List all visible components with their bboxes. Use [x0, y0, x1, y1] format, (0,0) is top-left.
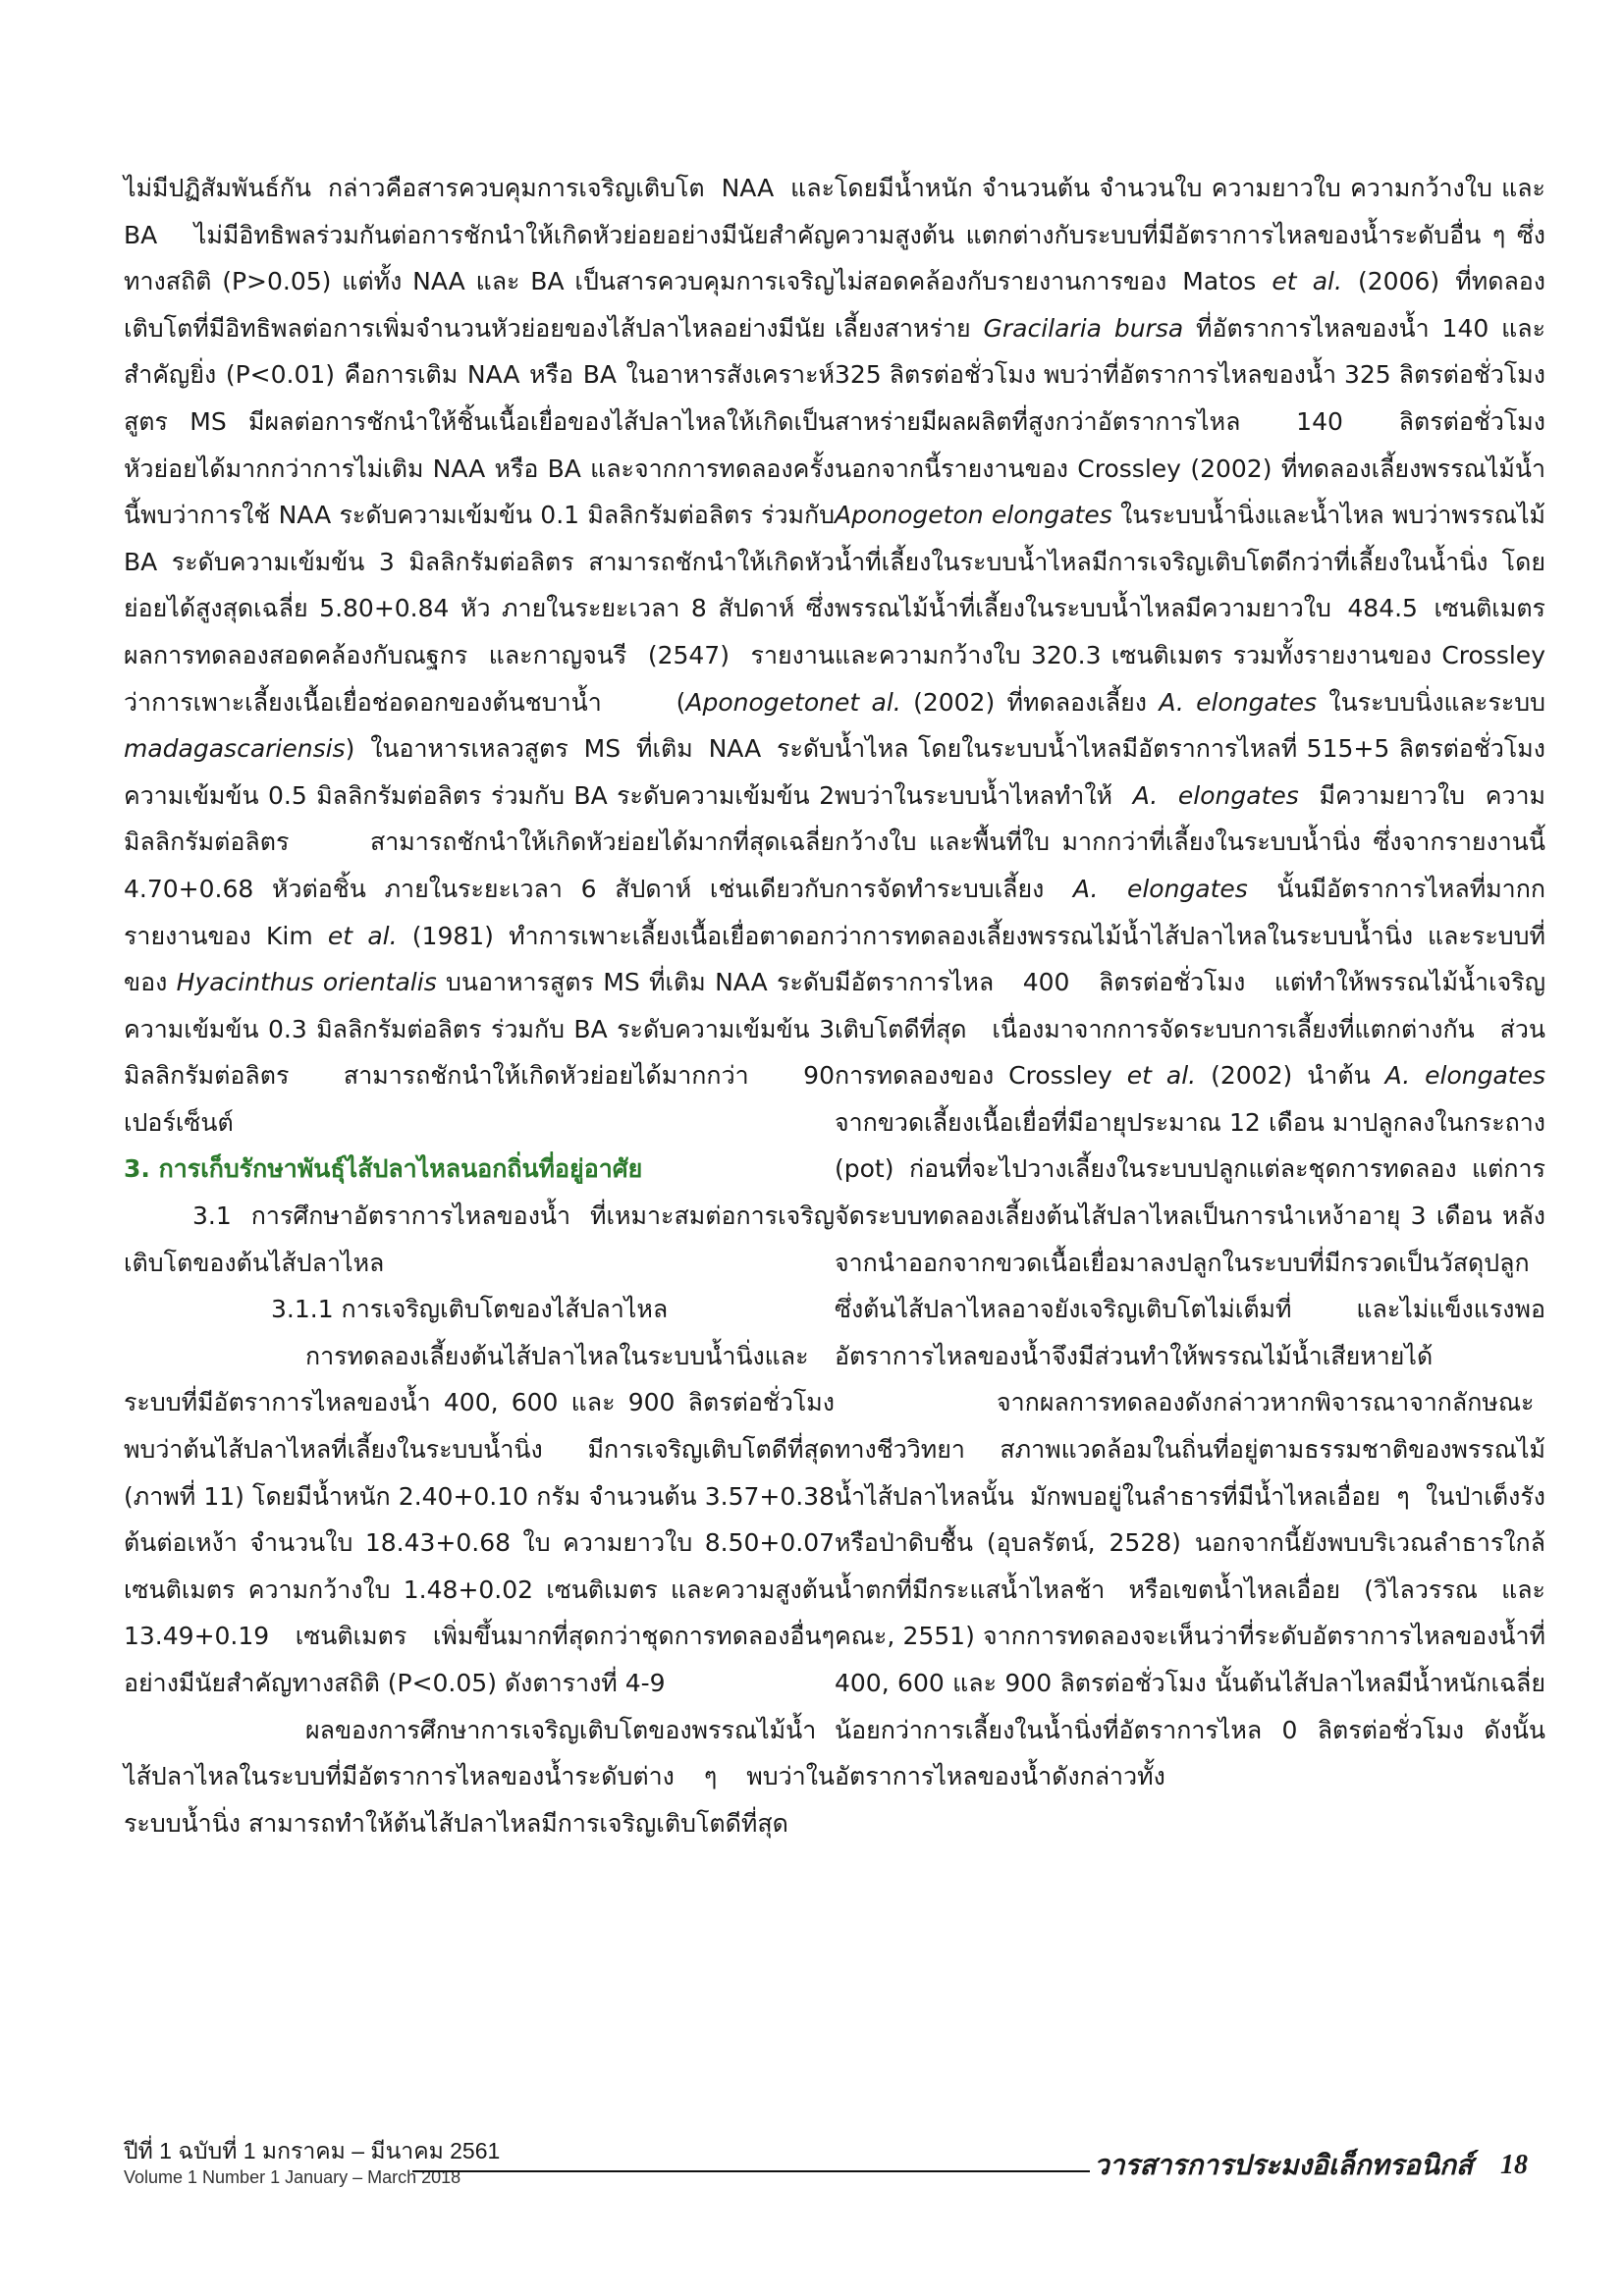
- section-heading: [124, 1146, 835, 1193]
- text-run: จากผลการทดลองดังกล่าวหากพิจารณาจากลักษณะทางชีววิทยา สภาพแวดล้อมในถิ่นที่อยู่ตามธรรมชาติของพรรณไม้น้ำไส้ปลาไหลนั้น มักพบอยู่ในลำธารที่มีน้ำไหลเอื่อย ๆ ในป่าเต็งรัง หรือป่าดิบชื้น (อุบลรัตน์, 2528) นอกจากนี้ยังพบบริเวณลำธารใกล้น้ำตกที่มีกระแสน้ำไหลช้า หรือเขตน้ำไหลเอื่อย (วิไลวรรณ และคณะ, 2551) จากการทดลองจะเห็นว่าที่ระดับอัตราการไหลของน้ำที่ 400, 600 และ 900 ลิตรต่อชั่วโมง นั้นต้นไส้ปลาไหลมีน้ำหนักเฉลี่ยน้อยกว่าการเลี้ยงในน้ำนิ่งที่อัตราการไหล 0 ลิตรต่อชั่วโมง ดังนั้นอัตราการไหลของน้ำดังกล่าวทั้ง: [835, 1388, 1545, 1791]
- text-run: (2006) ที่ทดลองเลี้ยงสาหร่าย: [835, 267, 1545, 343]
- italic-text: Hyacinthus orientalis: [176, 968, 437, 997]
- left-column: [124, 165, 835, 1846]
- paragraph: [124, 1193, 835, 1286]
- italic-text: et al.: [327, 921, 398, 950]
- paragraph: [835, 1379, 1545, 1799]
- text-run: 3. การเก็บรักษาพันธุ์ไส้ปลาไหลนอกถิ่นที่อยู่อาศัย: [124, 1154, 643, 1184]
- italic-text: Aponogeton madagascariensis: [124, 687, 835, 764]
- text-run: ในระบบน้ำนิ่งและน้ำไหล พบว่าพรรณไม้น้ำที่เลี้ยงในระบบน้ำไหลมีการเจริญเติบโตดีกว่าที่เลี้ยงในน้ำนิ่ง โดยพรรณไม้น้ำที่เลี้ยงในระบบน้ำไหลมีความยาวใบ 484.5 เซนติเมตร และความกว้างใบ 320.3 เซนติเมตร รวมทั้งรายงานของ Crossley: [835, 501, 1545, 669]
- text-run: จากขวดเลี้ยงเนื้อเยื่อที่มีอายุประมาณ 12 เดือน มาปลูกลงในกระถาง (pot) ก่อนที่จะไปวางเลี้ยงในระบบปลูกแต่ละชุดการทดลอง แต่การจัดระบบทดลองเลี้ยงต้นไส้ปลาไหลเป็นการนำเหง้าอายุ 3 เดือน หลังจากนำออกจากขวดเนื้อเยื่อมาลงปลูกในระบบที่มีกรวดเป็นวัสดุปลูก ซึ่งต้นไส้ปลาไหลอาจยังเจริญเติบโตไม่เต็มที่ และไม่แข็งแรงพอ อัตราการไหลของน้ำจึงมีส่วนทำให้พรรณไม้น้ำเสียหายได้: [835, 1107, 1545, 1370]
- footer-divider: [412, 2170, 1090, 2172]
- italic-text: Gracilaria bursa: [983, 313, 1184, 343]
- paragraph: [124, 1286, 835, 1333]
- italic-text: A. elongates: [1159, 687, 1318, 717]
- text-run: (2002) ที่ทดลองเลี้ยง: [900, 687, 1160, 717]
- text-run: โดยมีน้ำหนัก จำนวนต้น จำนวนใบ ความยาวใบ ความกว้างใบ และความสูงต้น แตกต่างกับระบบที่มีอัตราการไหลของน้ำระดับอื่น ๆ ซึ่งไม่สอดคล้องกับรายงานการของ Matos: [835, 174, 1545, 296]
- page-number: 18: [1500, 2150, 1528, 2180]
- paragraph: [835, 165, 1545, 1379]
- italic-text: et al.: [835, 687, 901, 717]
- text-run: 3.1.1 การเจริญเติบโตของไส้ปลาไหล: [271, 1295, 669, 1324]
- paragraph: [124, 165, 835, 1146]
- text-run: (2002) นำต้น: [1196, 1061, 1385, 1091]
- text-run: (1981) ทำการเพาะเลี้ยงเนื้อเยื่อตาดอกของ: [124, 921, 836, 997]
- text-run: มีความยาวใบ ความกว้างใบ และพื้นที่ใบ มากกว่าที่เลี้ยงในระบบน้ำนิ่ง ซึ่งจากรายงานนี้การจัดทำระบบเลี้ยง: [835, 780, 1546, 903]
- text-run: 3.1 การศึกษาอัตราการไหลของน้ำ ที่เหมาะสมต่อการเจริญเติบโตของต้นไส้ปลาไหล: [124, 1201, 835, 1277]
- italic-text: et al.: [1272, 267, 1342, 296]
- issue-thai: ปีที่ 1 ฉบับที่ 1 มกราคม – มีนาคม 2561: [124, 2138, 501, 2163]
- text-run: ในระบบนิ่งและระบบน้ำไหล โดยในระบบน้ำไหลมีอัตราการไหลที่ 515+5 ลิตรต่อชั่วโมง พบว่าในระบบน้ำไหลทำให้: [835, 687, 1546, 810]
- text-run: บนอาหารสูตร MS ที่เติม NAA ระดับความเข้มข้น 0.3 มิลลิกรัมต่อลิตร ร่วมกับ BA ระดับความเข้มข้น 3 มิลลิกรัมต่อลิตร สามารถชักนำให้เกิดหัวย่อยได้มากกว่า 90 เปอร์เซ็นต์: [124, 968, 835, 1137]
- text-run: ที่อัตราการไหลของน้ำ 140 และ 325 ลิตรต่อชั่วโมง พบว่าที่อัตราการไหลของน้ำ 325 ลิตรต่อชั่วโมง สาหร่ายมีผลผลิตที่สูงกว่าอัตราการไหล 140 ลิตรต่อชั่วโมง นอกจากนี้รายงานของ Crossley (2002) ที่ทดลองเลี้ยงพรรณไม้น้ำ: [835, 313, 1546, 483]
- italic-text: A. elongates: [1384, 1061, 1545, 1091]
- italic-text: A. elongates: [1132, 780, 1299, 810]
- text-run: ไม่มีปฏิสัมพันธ์กัน กล่าวคือสารควบคุมการเจริญเติบโต NAA และ BA ไม่มีอิทธิพลร่วมกันต่อการชักนำให้เกิดหัวย่อยอย่างมีนัยสำคัญทางสถิติ (P>0.05) แต่ทั้ง NAA และ BA เป็นสารควบคุมการเจริญเติบโตที่มีอิทธิพลต่อการเพิ่มจำนวนหัวย่อยของไส้ปลาไหลอย่างมีนัยสำคัญยิ่ง (P<0.01) คือการเติม NAA หรือ BA ในอาหารสังเคราะห์สูตร MS มีผลต่อการชักนำให้ชิ้นเนื้อเยื่อของไส้ปลาไหลให้เกิดเป็นหัวย่อยได้มากกว่าการไม่เติม NAA หรือ BA และจากการทดลองครั้งนี้พบว่าการใช้ NAA ระดับความเข้มข้น 0.1 มิลลิกรัมต่อลิตร ร่วมกับ BA ระดับความเข้มข้น 3 มิลลิกรัมต่อลิตร สามารถชักนำให้เกิดหัวย่อยได้สูงสุดเฉลี่ย 5.80+0.84 หัว ภายในระยะเวลา 8 สัปดาห์ ซึ่งผลการทดลองสอดคล้องกับณฐกร และกาญจนรี (2547) รายงานว่าการเพาะเลี้ยงเนื้อเยื่อช่อดอกของต้นชบาน้ำ (: [124, 174, 835, 717]
- italic-text: A. elongates: [1072, 874, 1248, 903]
- italic-text: Aponogeton elongates: [835, 501, 1112, 530]
- issue-info: [124, 2136, 500, 2189]
- text-run: นั้นมีอัตราการไหลที่มากกว่าการทดลองเลี้ยงพรรณไม้น้ำไส้ปลาไหลในระบบน้ำนิ่ง และระบบที่มีอัตราการไหล 400 ลิตรต่อชั่วโมง แต่ทำให้พรรณไม้น้ำเจริญเติบโตดีที่สุด เนื่องมาจากการจัดระบบการเลี้ยงที่แตกต่างกัน ส่วนการทดลองของ Crossley: [835, 874, 1545, 1091]
- right-column: [835, 165, 1545, 1800]
- text-run: การทดลองเลี้ยงต้นไส้ปลาไหลในระบบน้ำนิ่งและระบบที่มีอัตราการไหลของน้ำ 400, 600 และ 900 ลิตรต่อชั่วโมง พบว่าต้นไส้ปลาไหลที่เลี้ยงในระบบน้ำนิ่ง มีการเจริญเติบโตดีที่สุด (ภาพที่ 11) โดยมีน้ำหนัก 2.40+0.10 กรัม จำนวนต้น 3.57+0.38 ต้นต่อเหง้า จำนวนใบ 18.43+0.68 ใบ ความยาวใบ 8.50+0.07 เซนติเมตร ความกว้างใบ 1.48+0.02 เซนติเมตร และความสูงต้น 13.49+0.19 เซนติเมตร เพิ่มขึ้นมากที่สุดกว่าชุดการทดลองอื่นๆ อย่างมีนัยสำคัญทางสถิติ (P<0.05) ดังตารางที่ 4-9: [124, 1341, 835, 1697]
- paragraph: [124, 1707, 835, 1847]
- journal-name: วารสารการประมงอิเล็กทรอนิกส์: [1094, 2150, 1474, 2180]
- paragraph: [124, 1333, 835, 1707]
- text-run: ผลของการศึกษาการเจริญเติบโตของพรรณไม้น้ำไส้ปลาไหลในระบบที่มีอัตราการไหลของน้ำระดับต่าง ๆ พบว่าในระบบน้ำนิ่ง สามารถทำให้ต้นไส้ปลาไหลมีการเจริญเติบโตดีที่สุด: [124, 1715, 835, 1838]
- italic-text: et al.: [1126, 1061, 1197, 1091]
- text-run: ) ในอาหารเหลวสูตร MS ที่เติม NAA ระดับความเข้มข้น 0.5 มิลลิกรัมต่อลิตร ร่วมกับ BA ระดับความเข้มข้น 2 มิลลิกรัมต่อลิตร สามารถชักนำให้เกิดหัวย่อยได้มากที่สุดเฉลี่ย 4.70+0.68 หัวต่อชิ้น ภายในระยะเวลา 6 สัปดาห์ เช่นเดียวกับรายงานของ Kim: [124, 734, 835, 950]
- issue-english: Volume 1 Number 1 January – March 2018: [124, 2167, 461, 2187]
